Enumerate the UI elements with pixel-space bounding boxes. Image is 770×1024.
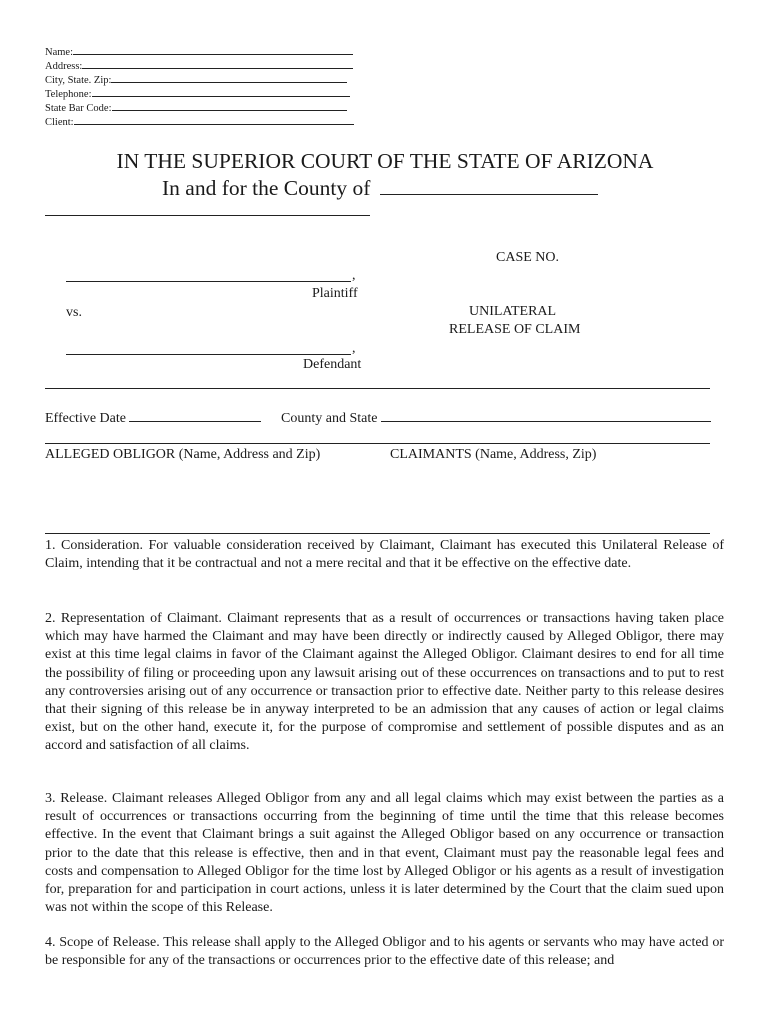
city-state-zip-blank (111, 82, 347, 83)
vs-label: vs. (66, 305, 82, 320)
caption-top-rule (45, 215, 370, 216)
paragraph-scope-of-release: 4. Scope of Release. This release shall apply to the Alleged Obligor and to his agents or servants who may have acted or be responsible for any of the transactions or occurrences prior to the effective date of this release; and (45, 935, 724, 969)
claimants-heading: CLAIMANTS (Name, Address, Zip) (390, 447, 597, 462)
document-title-line2: RELEASE OF CLAIM (449, 322, 581, 337)
state-bar-code-label: State Bar Code: (45, 103, 112, 114)
county-label: In and for the County of (162, 176, 371, 200)
state-bar-code-blank (112, 110, 347, 111)
county-state-label: County and State (281, 411, 378, 426)
telephone-label: Telephone: (45, 89, 92, 100)
county-blank (380, 194, 598, 195)
caption-bottom-rule (45, 388, 710, 389)
address-label: Address: (45, 61, 83, 72)
city-state-zip-field (45, 74, 347, 88)
effective-date-label: Effective Date (45, 411, 126, 426)
telephone-blank (92, 96, 350, 97)
plaintiff-label: Plaintiff (312, 286, 358, 301)
paragraph-representation: 2. Representation of Claimant. Claimant represents that as a result of occurrences or transactions having taken place which may have harmed the Claimant and may have been directly or indirectly caused by Alleged Obligor, there may exist at this time legal claims in favor of the Claimant against the Alleged Obligor. Claimant desires to end for all time the possibility of filing or proceeding upon any lawsuit arising out of these occurrences on transactions and to put to rest any controversies arising out of any occurrence or transaction prior to effective date. Neither party to this release desires that their signing of this release be in anyway interpreted to be an admission that any causes of action or legal claims exist, but on the other hand, execute it, for the purpose of compromise and settlement of possible disputes and as an accord and satisfaction of all claims. (45, 611, 724, 754)
parties-bottom-rule (45, 533, 710, 534)
alleged-obligor-heading: ALLEGED OBLIGOR (Name, Address and Zip) (45, 447, 321, 462)
state-bar-code-field (45, 102, 347, 116)
name-field (45, 46, 353, 60)
city-state-zip-label: City, State. Zip: (45, 75, 112, 86)
name-label: Name: (45, 47, 73, 58)
effective-date-field (45, 411, 261, 427)
defendant-label: Defendant (303, 357, 362, 372)
client-label: Client: (45, 117, 74, 128)
telephone-field (45, 88, 350, 102)
defendant-blank (66, 354, 351, 355)
county-state-blank (381, 421, 711, 422)
defendant-comma: , (352, 341, 356, 356)
client-field (45, 116, 354, 130)
name-blank (73, 54, 353, 55)
effective-date-blank (129, 421, 261, 422)
plaintiff-blank (66, 281, 351, 282)
case-number-label: CASE NO. (496, 250, 560, 265)
plaintiff-comma: , (352, 268, 356, 283)
address-field (45, 60, 353, 74)
county-state-field (281, 411, 711, 427)
court-title: IN THE SUPERIOR COURT OF THE STATE OF ARIZONA (116, 149, 654, 173)
address-blank (82, 68, 353, 69)
client-blank (74, 124, 354, 125)
paragraph-consideration: 1. Consideration. For valuable consideration received by Claimant, Claimant has executed this Unilateral Release of Claim, intending that it be contractual and not a mere recital and that it be effective on the effective date. (45, 538, 724, 572)
county-line (162, 176, 598, 201)
parties-top-rule (45, 443, 710, 444)
paragraph-release: 3. Release. Claimant releases Alleged Obligor from any and all legal claims which may exist between the parties as a result of occurrences or transactions occurring from the beginning of time until the time that this release becomes effective. In the event that Claimant brings a suit against the Alleged Obligor based on any occurrence or transaction prior to the date that this release is effective, then and in that event, Claimant must pay the reasonable legal fees and costs and compensation to Alleged Obligor for the time lost by Alleged Obligor or his agents as a result of investigation for, preparation for and participation in court actions, unless it is later determined by the Court that the claim sued upon was not within the scope of this Release. (45, 791, 724, 916)
document-title-line1: UNILATERAL (469, 304, 557, 319)
